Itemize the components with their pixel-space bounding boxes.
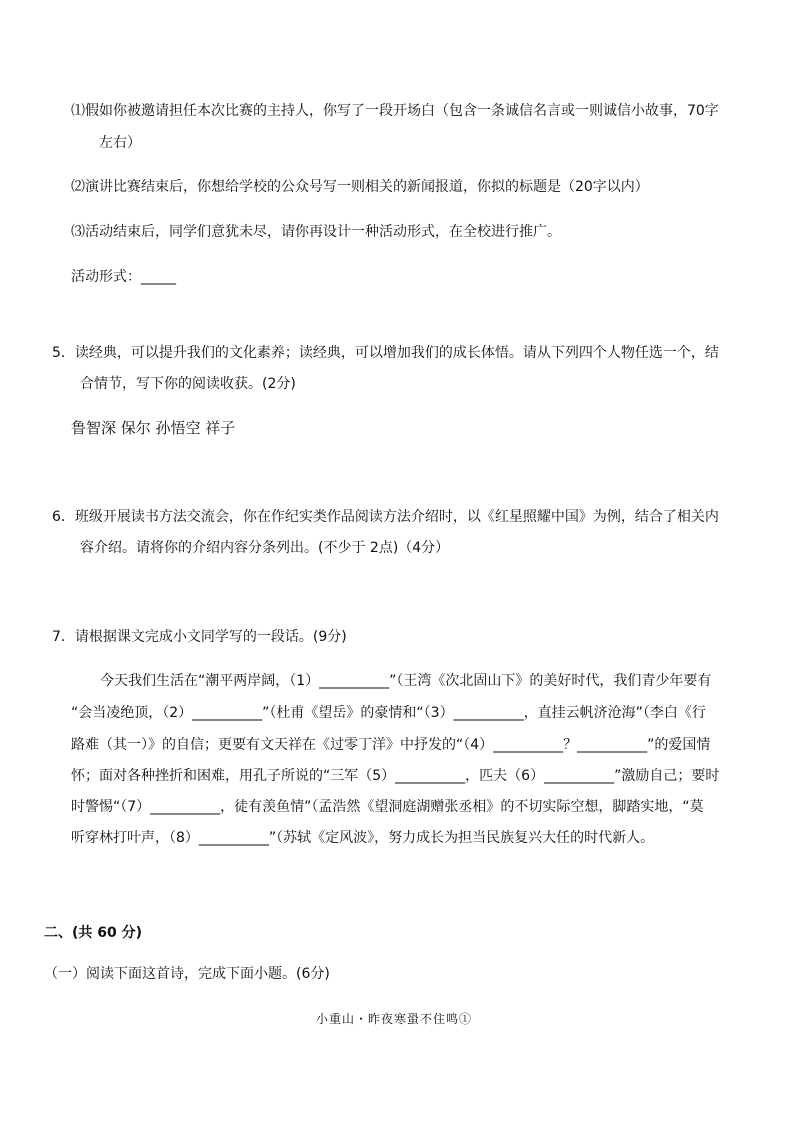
q7-paragraph-line4: 怀；面对各种挫折和困难，用孔子所说的“三军（5）__________，匹夫（6）__________”激励自己；要时 (71, 768, 720, 784)
q4-item-2: ⑵演讲比赛结束后，你想给学校的公众号写一则相关的新闻报道，你拟的标题是（20字以内） (71, 179, 649, 195)
q5-characters: 鲁智深 保尔 孙悟空 祥子 (71, 419, 236, 437)
q4-item-3: ⑶活动结束后，同学们意犹未尽，请你再设计一种活动形式，在全校进行推广。 (71, 224, 561, 240)
poem-title: 小重山・昨夜寒蛩不住鸣① (316, 1012, 473, 1026)
q7-paragraph-line5: 时警惕“（7）__________，徒有羡鱼情”（孟浩然《望洞庭湖赠张丞相》的不切实际空想，脚踏实地，“莫 (71, 799, 704, 815)
q7-paragraph-line1: 今天我们生活在“潮平两岸阔，（1）__________”（王湾《次北固山下》的美好时代，我们青少年要有 (100, 673, 712, 689)
q6-line1: 6．班级开展读书方法交流会，你在作纪实类作品阅读方法介绍时，以《红星照耀中国》为例，结合了相关内 (52, 509, 719, 525)
q5-line1: 5．读经典，可以提升我们的文化素养；读经典，可以增加我们的成长体悟。请从下列四个人物任选一个，结 (52, 345, 719, 361)
q4-item-1-line1: ⑴假如你被邀请担任本次比赛的主持人，你写了一段开场白（包含一条诚信名言或一则诚信小故事，70字 (71, 103, 719, 119)
q7-title: 7．请根据课文完成小文同学写的一段话。(9分) (52, 629, 347, 645)
section-2-title: 二、(共 60 分) (44, 925, 143, 941)
q7-paragraph-line6: 听穿林打叶声，（8）__________”（苏轼《定风波》，努力成长为担当民族复兴大任的时代新人。 (71, 830, 655, 846)
q7-paragraph-line2: “会当凌绝顶，（2）__________”（杜甫《望岳》的豪情和“（3）__________，直挂云帆济沧海”（李白《行 (71, 705, 706, 721)
q6-line2: 容介绍。请将你的介绍内容分条列出。(不少于 2点)（4分） (80, 540, 450, 556)
q4-item-1-line2: 左右） (99, 135, 141, 151)
q5-line2: 合情节，写下你的阅读收获。(2分) (80, 376, 296, 392)
q7-paragraph-line3: 路难（其一）》的自信；更要有文天祥在《过零丁洋》中抒发的“（4）__________？__________”的爱国情 (71, 737, 711, 753)
activity-form-label: 活动形式：_____ (71, 269, 176, 285)
section-2-part1-title: （一）阅读下面这首诗，完成下面小题。(6分) (44, 966, 330, 982)
